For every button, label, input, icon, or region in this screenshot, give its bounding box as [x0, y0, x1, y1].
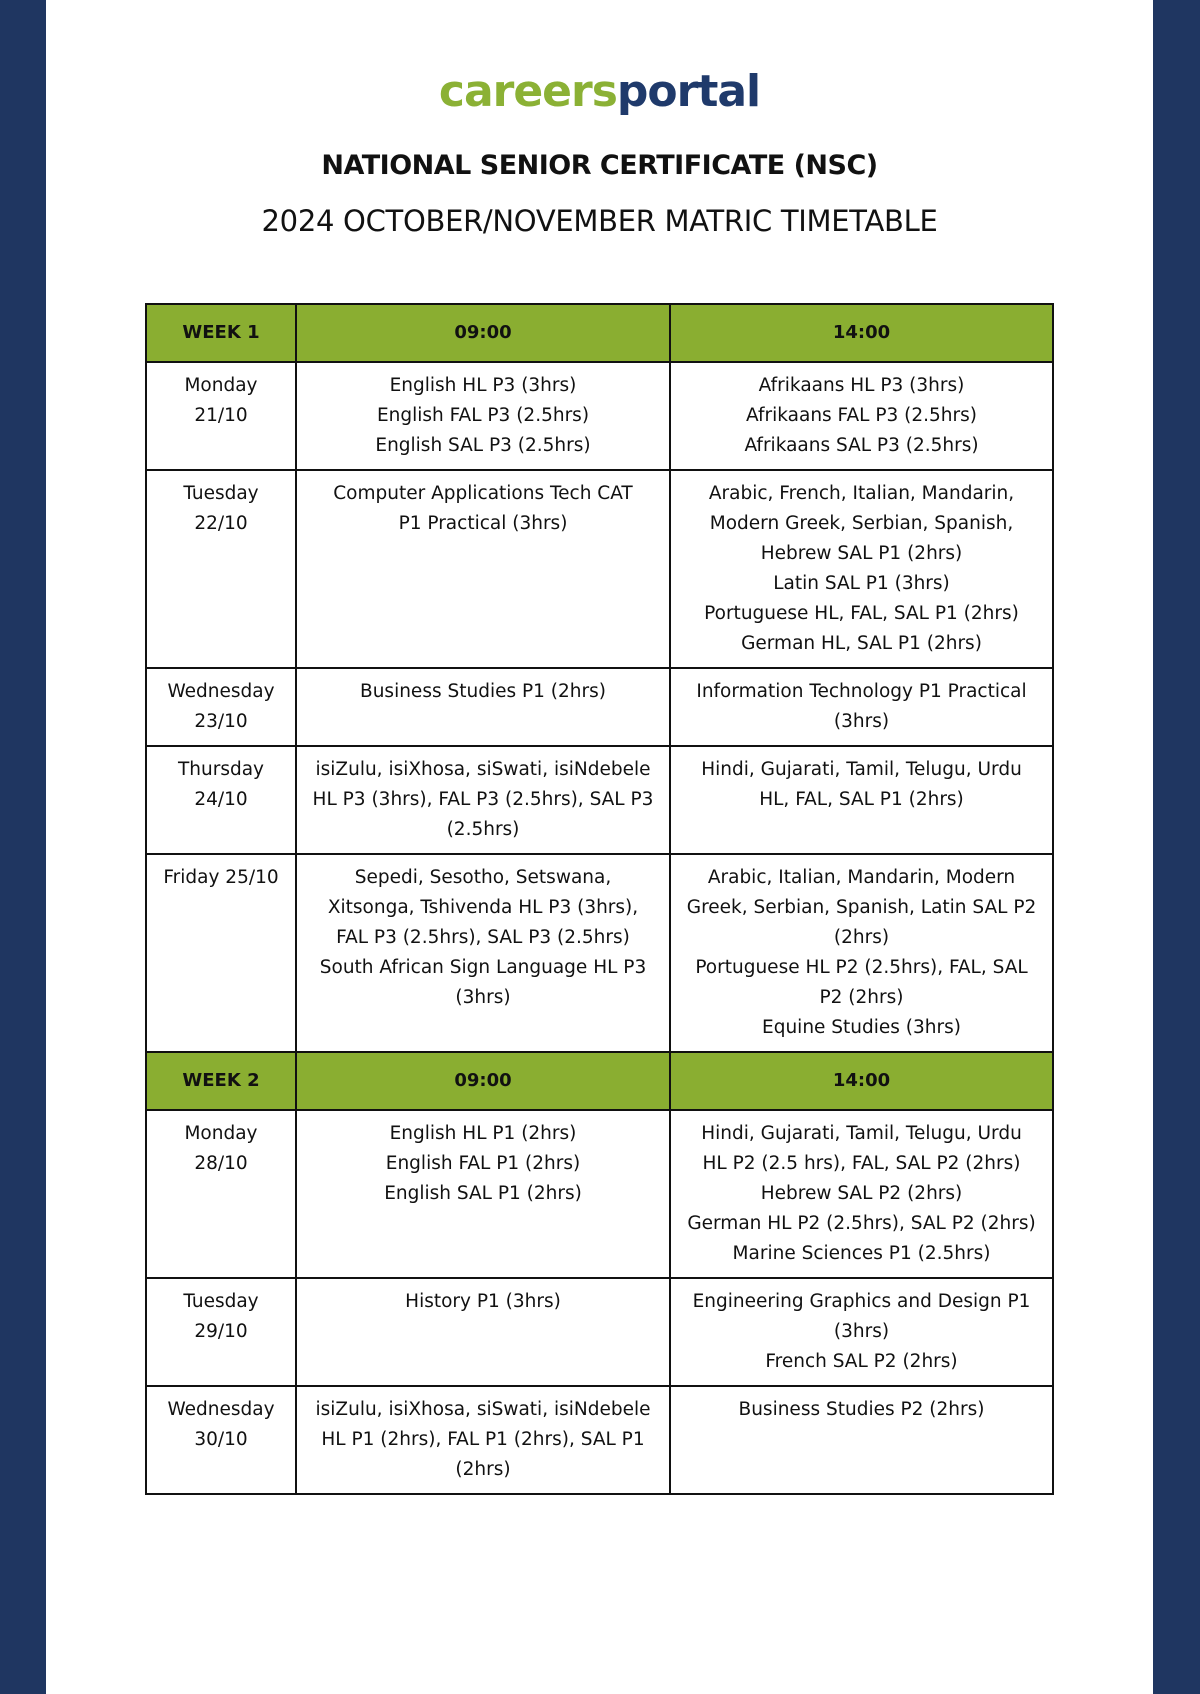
cell-line: 22/10 — [194, 513, 248, 534]
cell-line: (3hrs) — [833, 711, 890, 732]
careersportal-logo: careersportal — [438, 66, 761, 117]
cell-line: Monday — [184, 375, 258, 396]
cell-line: P1 Practical (3hrs) — [398, 513, 568, 534]
cell-line: HL P1 (2hrs), FAL P1 (2hrs), SAL P1 — [321, 1429, 645, 1450]
table-row — [146, 470, 1053, 668]
cell-line: German HL, SAL P1 (2hrs) — [741, 633, 982, 654]
table-row — [146, 1110, 1053, 1278]
cell-line: English FAL P3 (2.5hrs) — [376, 405, 590, 426]
cell-line: Wednesday — [167, 681, 275, 702]
table-row — [146, 362, 1053, 470]
day-cell — [146, 854, 296, 1052]
cell-line: 23/10 — [194, 711, 248, 732]
cell-line: Marine Sciences P1 (2.5hrs) — [732, 1243, 991, 1264]
cell-line: Afrikaans FAL P3 (2.5hrs) — [746, 405, 977, 426]
document-page — [46, 0, 1153, 1694]
day-cell — [146, 668, 296, 746]
cell-line: Tuesday — [183, 483, 259, 504]
cell-line: FAL P3 (2.5hrs), SAL P3 (2.5hrs) — [336, 927, 630, 948]
cell-line: (3hrs) — [455, 987, 511, 1008]
afternoon-session-cell — [670, 470, 1053, 668]
cell-line: English SAL P3 (2.5hrs) — [375, 435, 591, 456]
cell-line: Greek, Serbian, Spanish, Latin SAL P2 — [686, 897, 1037, 918]
cell-line: Equine Studies (3hrs) — [762, 1017, 961, 1038]
cell-line: Thursday — [177, 759, 265, 780]
morning-session-cell — [296, 1278, 670, 1386]
cell-line: Portuguese HL, FAL, SAL P1 (2hrs) — [704, 603, 1019, 624]
document-subtitle: 2024 OCTOBER/NOVEMBER MATRIC TIMETABLE — [261, 204, 938, 238]
cell-line: HL, FAL, SAL P1 (2hrs) — [759, 789, 964, 810]
time-header-1400: 14:00 — [670, 1052, 1053, 1110]
cell-line: 24/10 — [194, 789, 248, 810]
afternoon-session-cell — [670, 746, 1053, 854]
cell-line: 29/10 — [194, 1321, 248, 1342]
time-header-0900: 09:00 — [296, 1052, 670, 1110]
cell-line: Friday 25/10 — [163, 867, 279, 888]
cell-line: Afrikaans HL P3 (3hrs) — [758, 375, 965, 396]
cell-line: Wednesday — [167, 1399, 275, 1420]
day-cell — [146, 1110, 296, 1278]
day-cell — [146, 362, 296, 470]
table-row — [146, 1386, 1053, 1494]
cell-line: Tuesday — [183, 1291, 259, 1312]
cell-line: (2.5hrs) — [446, 819, 520, 840]
cell-line: Hindi, Gujarati, Tamil, Telugu, Urdu — [701, 759, 1022, 780]
cell-line: Modern Greek, Serbian, Spanish, — [709, 513, 1014, 534]
afternoon-session-cell — [670, 1110, 1053, 1278]
table-row — [146, 854, 1053, 1052]
week-label: WEEK 1 — [146, 304, 296, 362]
cell-line: Computer Applications Tech CAT — [333, 483, 633, 504]
day-cell — [146, 470, 296, 668]
cell-line: Hindi, Gujarati, Tamil, Telugu, Urdu — [701, 1123, 1022, 1144]
morning-session-cell — [296, 668, 670, 746]
cell-line: (2hrs) — [833, 927, 890, 948]
cell-line: English SAL P1 (2hrs) — [384, 1183, 582, 1204]
cell-line: isiZulu, isiXhosa, siSwati, isiNdebele — [315, 1399, 651, 1420]
day-cell — [146, 1386, 296, 1494]
cell-line: HL P3 (3hrs), FAL P3 (2.5hrs), SAL P3 — [312, 789, 654, 810]
afternoon-session-cell — [670, 854, 1053, 1052]
cell-line: HL P2 (2.5 hrs), FAL, SAL P2 (2hrs) — [702, 1153, 1021, 1174]
cell-line: Hebrew SAL P2 (2hrs) — [760, 1183, 963, 1204]
time-header-1400: 14:00 — [670, 304, 1053, 362]
time-header-0900: 09:00 — [296, 304, 670, 362]
cell-line: 21/10 — [194, 405, 248, 426]
table-row — [146, 668, 1053, 746]
document-title: NATIONAL SENIOR CERTIFICATE (NSC) — [321, 150, 878, 181]
cell-line: (2hrs) — [455, 1459, 511, 1480]
table-row — [146, 1278, 1053, 1386]
morning-session-cell — [296, 1110, 670, 1278]
day-cell — [146, 1278, 296, 1386]
cell-line: (3hrs) — [833, 1321, 890, 1342]
cell-line: South African Sign Language HL P3 — [319, 957, 647, 978]
cell-line: isiZulu, isiXhosa, siSwati, isiNdebele — [315, 759, 651, 780]
week-header-row — [146, 304, 1053, 362]
timetable — [145, 303, 1054, 1495]
morning-session-cell — [296, 1386, 670, 1494]
cell-line: 28/10 — [194, 1153, 248, 1174]
morning-session-cell — [296, 854, 670, 1052]
morning-session-cell — [296, 362, 670, 470]
cell-line: Portuguese HL P2 (2.5hrs), FAL, SAL — [695, 957, 1028, 978]
afternoon-session-cell — [670, 668, 1053, 746]
morning-session-cell — [296, 470, 670, 668]
afternoon-session-cell — [670, 362, 1053, 470]
cell-line: English HL P1 (2hrs) — [389, 1123, 577, 1144]
day-cell — [146, 746, 296, 854]
week-label: WEEK 2 — [146, 1052, 296, 1110]
week-header-row — [146, 1052, 1053, 1110]
cell-line: Arabic, French, Italian, Mandarin, — [708, 483, 1015, 504]
cell-line: History P1 (3hrs) — [405, 1291, 561, 1312]
cell-line: Afrikaans SAL P3 (2.5hrs) — [744, 435, 979, 456]
cell-line: Monday — [184, 1123, 258, 1144]
cell-line: Business Studies P1 (2hrs) — [360, 681, 606, 702]
cell-line: Sepedi, Sesotho, Setswana, — [354, 867, 612, 888]
morning-session-cell — [296, 746, 670, 854]
afternoon-session-cell — [670, 1278, 1053, 1386]
cell-line: Xitsonga, Tshivenda HL P3 (3hrs), — [327, 897, 639, 918]
cell-line: 30/10 — [194, 1429, 248, 1450]
cell-line: Latin SAL P1 (3hrs) — [773, 573, 950, 594]
cell-line: French SAL P2 (2hrs) — [765, 1351, 958, 1372]
cell-line: Business Studies P2 (2hrs) — [738, 1399, 985, 1420]
table-row — [146, 746, 1053, 854]
cell-line: English HL P3 (3hrs) — [389, 375, 577, 396]
cell-line: English FAL P1 (2hrs) — [385, 1153, 581, 1174]
afternoon-session-cell — [670, 1386, 1053, 1494]
cell-line: Arabic, Italian, Mandarin, Modern — [707, 867, 1016, 888]
cell-line: P2 (2hrs) — [819, 987, 904, 1008]
cell-line: Engineering Graphics and Design P1 — [692, 1291, 1031, 1312]
cell-line: Information Technology P1 Practical — [696, 681, 1027, 702]
cell-line: German HL P2 (2.5hrs), SAL P2 (2hrs) — [687, 1213, 1036, 1234]
cell-line: Hebrew SAL P1 (2hrs) — [760, 543, 963, 564]
